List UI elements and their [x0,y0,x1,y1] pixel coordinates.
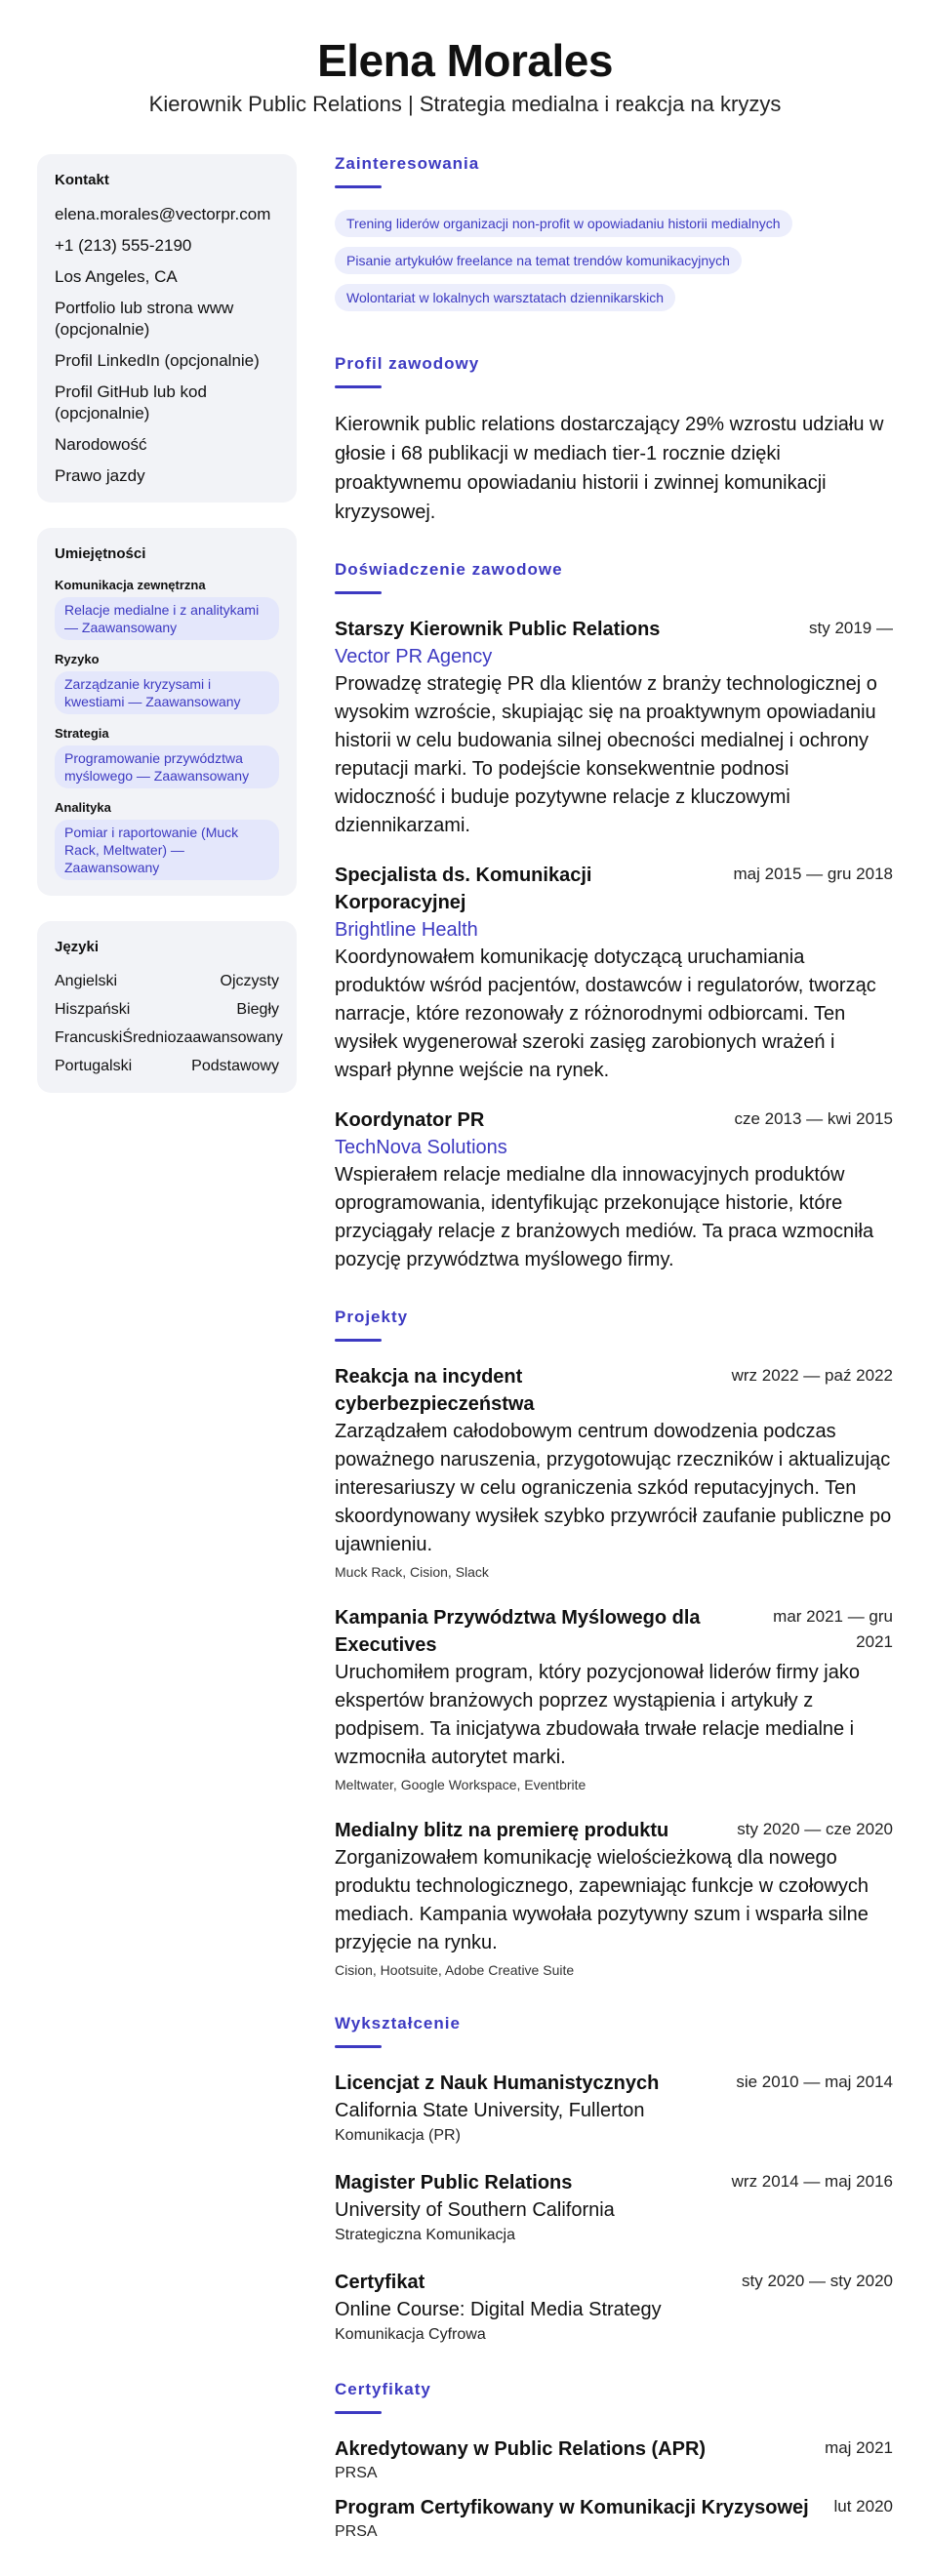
project-title: Reakcja na incydent cyberbezpieczeństwa [335,1366,535,1415]
project-tools: Meltwater, Google Workspace, Eventbrite [335,1777,586,1792]
field-of-study: Strategiczna Komunikacja [335,2227,515,2243]
project-item [335,1363,893,1583]
degree-title: Licencjat z Nauk Humanistycznych [335,2073,660,2094]
school-name: University of Southern California [335,2199,615,2221]
project-description: Zorganizowałem komunikację wielościeżkową dla nowego produktu technologicznego, zapewniając funkcje w czołowych mediach. Kampania wywołała pozytywny szum i wsparła silne przyjęcie na rynku. [335,1847,869,1953]
project-dates: sty 2020 — cze 2020 [737,1820,893,1838]
project-description: Uruchomiłem program, który pozycjonował liderów firmy jako ekspertów branżowych poprzez wystąpienia i artykuły z podpisem. Ta inicjatywa zbudowała trwałe relacje medialne i wzmocniła autorytet marki. [335,1662,860,1768]
language-name: Francuski [55,1029,123,1046]
skill-category: Analityka [55,800,111,815]
section-title: Profil zawodowy [335,354,480,373]
education-dates: wrz 2014 — maj 2016 [731,2172,893,2191]
certification-item [335,2494,893,2543]
contact-portfolio: Portfolio lub strona www (opcjonalnie) [55,299,234,339]
school-name: California State University, Fullerton [335,2100,645,2121]
section-divider [335,2411,382,2414]
language-row [55,971,279,992]
candidate-name: Elena Morales [317,35,613,86]
projects-section [335,1308,893,1981]
section-title: Projekty [335,1308,409,1326]
contact-github: Profil GitHub lub kod (opcjonalnie) [55,382,207,423]
profile-section [335,354,893,527]
job-dates: maj 2015 — gru 2018 [733,865,893,883]
certification-date: lut 2020 [833,2497,893,2516]
education-dates: sie 2010 — maj 2014 [736,2073,893,2091]
experience-section [335,560,893,1274]
section-divider [335,1339,382,1342]
project-item [335,1817,893,1981]
section-title: Wykształcenie [335,2014,461,2033]
skill-group [55,578,279,640]
section-title: Zainteresowania [335,154,480,173]
job-dates: cze 2013 — kwi 2015 [734,1109,893,1128]
skill-category: Komunikacja zewnętrzna [55,578,206,592]
skill-pill: Pomiar i raportowanie (Muck Rack, Meltwater) — Zaawansowany [55,820,279,880]
education-dates: sty 2020 — sty 2020 [742,2272,893,2290]
field-of-study: Komunikacja Cyfrowa [335,2326,486,2343]
skill-group [55,726,279,788]
skill-pill: Zarządzanie kryzysami i kwestiami — Zaawansowany [55,671,279,714]
company-name: Vector PR Agency [335,646,493,667]
contact-title: Kontakt [55,172,109,188]
project-title: Medialny blitz na premierę produktu [335,1820,669,1841]
job-dates: sty 2019 — [809,619,893,637]
contact-driving-license: Prawo jazdy [55,466,145,485]
experience-item [335,616,893,840]
section-divider [335,591,382,594]
certification-date: maj 2021 [825,2438,893,2457]
skills-title: Umiejętności [55,545,146,562]
project-description: Zarządzałem całodobowym centrum dowodzenia podczas poważnego naruszenia, przygotowując rzeczników i aktualizując interesariuszy w celu ograniczenia szkód reputacyjnych. Ten skoordynowany wysiłek szybko przywrócił zaufanie publiczne po ujawnieniu. [335,1421,892,1555]
company-name: Brightline Health [335,919,478,941]
job-title: Koordynator PR [335,1109,485,1131]
skill-category: Strategia [55,726,109,741]
language-level: Podstawowy [191,1058,279,1074]
candidate-headline: Kierownik Public Relations | Strategia medialna i reakcja na kryzys [148,92,782,116]
company-name: TechNova Solutions [335,1137,507,1158]
certification-issuer: PRSA [335,2465,378,2481]
contact-email[interactable]: elena.morales@vectorpr.com [55,205,271,223]
project-item [335,1604,893,1795]
field-of-study: Komunikacja (PR) [335,2127,461,2144]
interest-pill: Pisanie artykułów freelance na temat trendów komunikacyjnych [335,247,742,274]
education-item [335,2269,893,2347]
job-description: Koordynowałem komunikację dotyczącą uruchamiania produktów wśród pacjentów, dostawców i regulatorów, tworząc narracje, które rezonowały z różnorodnymi odbiorcami. Ten wysiłek wygenerował szeroki zasięg zarobionych wrażeń i wsparł płynne wejście na rynek. [335,946,876,1081]
certifications-section [335,2380,893,2543]
interests-section [335,154,893,321]
skill-group [55,652,279,714]
education-section [335,2014,893,2347]
certification-name: Akredytowany w Public Relations (APR) [335,2438,707,2460]
job-title: Specjalista ds. Komunikacji Korporacyjnej [335,865,592,913]
experience-item [335,1107,893,1274]
contact-card [37,154,297,503]
project-title: Kampania Przywództwa Myślowego dla Executives [335,1607,701,1656]
language-level: Średniozaawansowany [122,1029,283,1046]
certification-issuer: PRSA [335,2523,378,2540]
language-row [55,1056,279,1077]
skills-card [37,528,297,896]
skill-group [55,800,279,880]
section-title: Doświadczenie zawodowe [335,560,563,579]
section-title: Certyfikaty [335,2380,431,2398]
interest-pill: Trening liderów organizacji non-profit w opowiadaniu historii medialnych [335,210,792,237]
degree-title: Certyfikat [335,2272,425,2293]
language-row [55,1027,283,1049]
section-divider [335,2045,382,2048]
certification-name: Program Certyfikowany w Komunikacji Kryzysowej [335,2497,809,2518]
project-dates: mar 2021 — gru 2021 [773,1607,893,1651]
language-level: Biegły [236,1001,279,1018]
project-dates: wrz 2022 — paź 2022 [731,1366,893,1385]
section-divider [335,385,382,388]
languages-card [37,921,297,1093]
certification-item [335,2435,893,2484]
skill-category: Ryzyko [55,652,100,666]
interest-pill: Wolontariat w lokalnych warsztatach dziennikarskich [335,284,675,311]
language-name: Hiszpański [55,1001,131,1018]
resume-header [0,0,930,119]
contact-location: Los Angeles, CA [55,267,178,286]
job-title: Starszy Kierownik Public Relations [335,619,661,640]
main-column [335,154,893,2576]
school-name: Online Course: Digital Media Strategy [335,2299,662,2320]
contact-phone[interactable]: +1 (213) 555-2190 [55,236,192,255]
degree-title: Magister Public Relations [335,2172,573,2194]
languages-title: Języki [55,939,100,955]
contact-linkedin: Profil LinkedIn (opcjonalnie) [55,351,260,370]
education-item [335,2169,893,2247]
section-divider [335,185,382,188]
language-name: Portugalski [55,1058,133,1074]
project-tools: Cision, Hootsuite, Adobe Creative Suite [335,1962,575,1978]
education-item [335,2070,893,2148]
language-level: Ojczysty [220,973,279,989]
language-row [55,999,279,1021]
experience-item [335,862,893,1085]
job-description: Prowadzę strategię PR dla klientów z branży technologicznej o wysokim wzroście, skupiając się na proaktywnym opowiadaniu historii w celu budowania silnej obecności medialnej i ochrony reputacji marki. To podejście konsekwentnie podnosi widoczność i buduje pozytywne relacje z kluczowymi dziennikarzami. [335,673,877,836]
contact-nationality: Narodowość [55,435,147,454]
sidebar [37,154,297,1118]
skill-pill: Programowanie przywództwa myślowego — Zaawansowany [55,745,279,788]
job-description: Wspierałem relacje medialne dla innowacyjnych produktów oprogramowania, identyfikując przekonujące historie, które przyciągały relacje z branżowych mediów. Ta praca wzmocniła pozycję przywództwa myślowego firmy. [335,1164,874,1270]
language-name: Angielski [55,973,118,989]
project-tools: Muck Rack, Cision, Slack [335,1564,489,1580]
skill-pill: Relacje medialne i z analitykami — Zaawansowany [55,597,279,640]
profile-summary: Kierownik public relations dostarczający 29% wzrostu udziału w głosie i 68 publikacji w mediach tier-1 rocznie dzięki proaktywnemu opowiadaniu historii i zwinnej komunikacji kryzysowej. [335,414,884,523]
